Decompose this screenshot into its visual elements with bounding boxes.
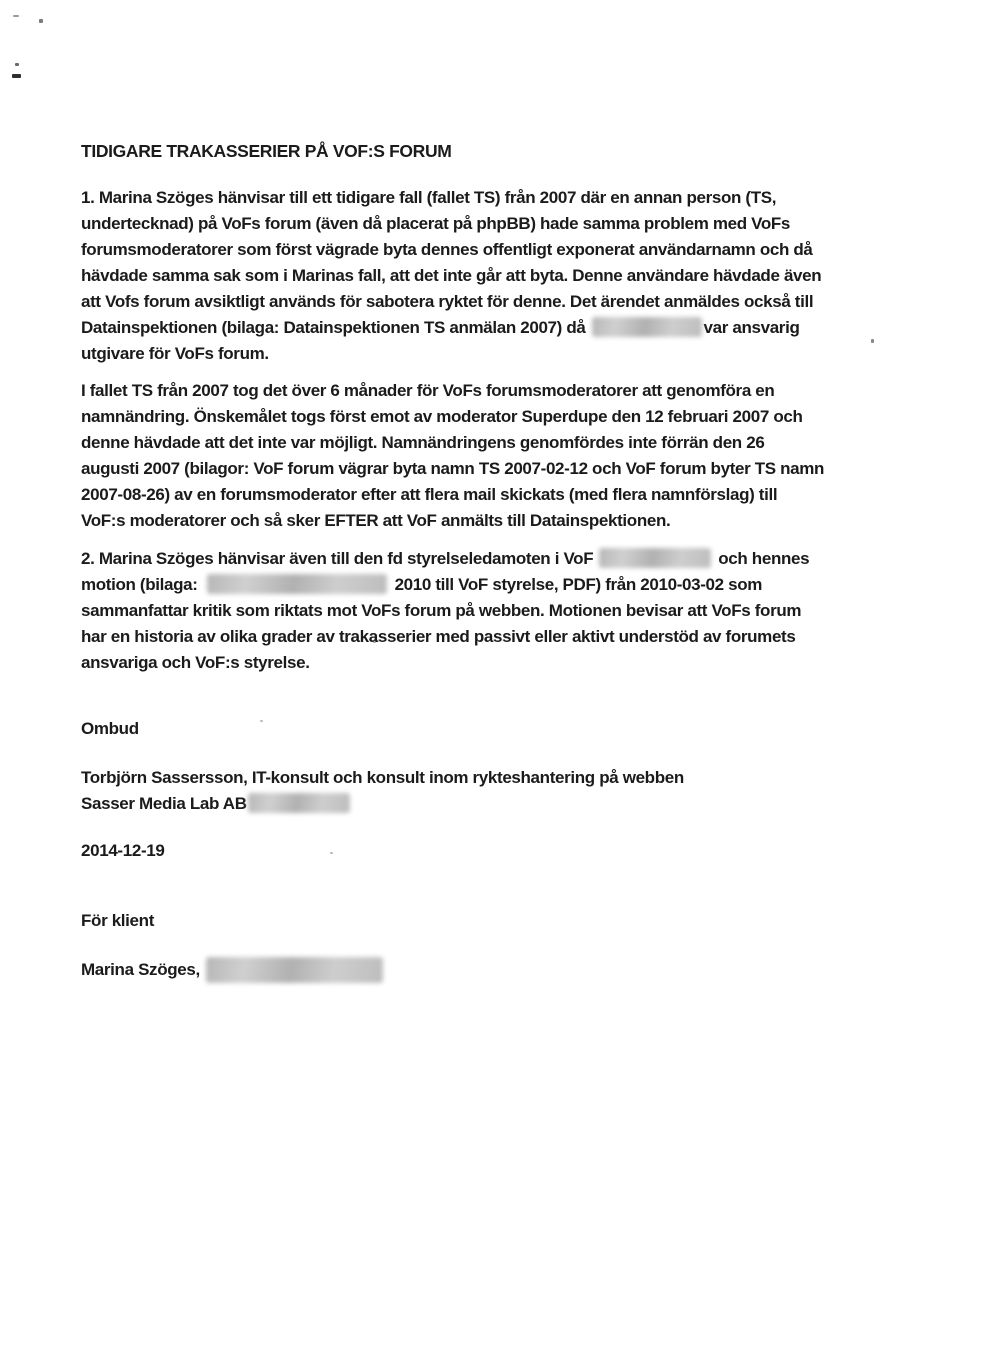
document-content bbox=[81, 138, 881, 983]
text-line: att Vofs forum avsiktligt används för sabotera ryktet för denne. Det ärendet anmäldes också till bbox=[81, 292, 814, 311]
text-segment: 2010 till VoF styrelse, PDF) från 2010-03-02 som bbox=[394, 575, 763, 594]
scan-artifact bbox=[12, 74, 21, 78]
text-line bbox=[81, 315, 881, 341]
text-segment: Marina Szöges, bbox=[81, 960, 200, 979]
redaction-box-publisher-name bbox=[592, 317, 702, 337]
text-line bbox=[81, 546, 881, 572]
text-segment: 2. Marina Szöges hänvisar även till den fd styrelseledamoten i VoF bbox=[81, 549, 594, 568]
scan-artifact bbox=[15, 63, 19, 66]
text-line bbox=[81, 572, 881, 598]
text-line: sammanfattar kritik som riktats mot VoFs forum på webben. Motionen bevisar att VoFs forum bbox=[81, 601, 802, 620]
ombud-block bbox=[81, 765, 881, 817]
text-segment: Sasser Media Lab AB bbox=[81, 794, 247, 813]
text-line: ansvariga och VoF:s styrelse. bbox=[81, 653, 310, 672]
text-line: VoF:s moderatorer och så sker EFTER att VoF anmälts till Datainspektionen. bbox=[81, 511, 671, 530]
text-line: Torbjörn Sassersson, IT-konsult och konsult inom rykteshantering på webben bbox=[81, 768, 684, 787]
text-line: hävdade samma sak som i Marinas fall, att det inte går att byta. Denne användare hävdade även bbox=[81, 266, 822, 285]
document-date: 2014-12-19 bbox=[81, 841, 165, 860]
text-line: undertecknad) på VoFs forum (även då placerat på phpBB) hade samma problem med VoFs bbox=[81, 214, 791, 233]
text-line: 1. Marina Szöges hänvisar till ett tidigare fall (fallet TS) från 2007 där en annan person (TS, bbox=[81, 188, 777, 207]
text-line: 2007-08-26) av en forumsmoderator efter att flera mail skickats (med flera namnförslag) till bbox=[81, 485, 778, 504]
document-title: TIDIGARE TRAKASSERIER PÅ VOF:S FORUM bbox=[81, 141, 452, 161]
text-line: denne hävdade att det inte var möjligt. Namnändringens genomfördes inte förrän den 26 bbox=[81, 433, 765, 452]
text-line: har en historia av olika grader av trakasserier med passivt eller aktivt understöd av forumets bbox=[81, 627, 796, 646]
redaction-box-board-member-name bbox=[599, 548, 711, 568]
redaction-box-company-details bbox=[248, 793, 350, 813]
text-segment: och hennes bbox=[718, 549, 810, 568]
text-line: I fallet TS från 2007 tog det över 6 månader för VoFs forumsmoderatorer att genomföra en bbox=[81, 381, 775, 400]
scan-artifact bbox=[39, 19, 43, 23]
paragraph-3 bbox=[81, 546, 881, 676]
text-segment: var ansvarig bbox=[703, 318, 800, 337]
scan-artifact bbox=[13, 15, 19, 17]
ombud-heading: Ombud bbox=[81, 719, 139, 738]
text-line: namnändring. Önskemålet togs först emot av moderator Superdupe den 12 februari 2007 och bbox=[81, 407, 803, 426]
for-client-heading: För klient bbox=[81, 911, 155, 930]
text-line: utgivare för VoFs forum. bbox=[81, 344, 269, 363]
text-line: forumsmoderatorer som först vägrade byta dennes offentligt exponerat användarnamn och då bbox=[81, 240, 813, 259]
text-segment: Datainspektionen (bilaga: Datainspektionen TS anmälan 2007) då bbox=[81, 318, 586, 337]
client-line bbox=[81, 957, 881, 983]
text-line: augusti 2007 (bilagor: VoF forum vägrar byta namn TS 2007-02-12 och VoF forum byter TS namn bbox=[81, 459, 825, 478]
paragraph-1 bbox=[81, 185, 881, 367]
paragraph-2 bbox=[81, 378, 881, 534]
redaction-box-client-address bbox=[206, 957, 383, 983]
text-line bbox=[81, 791, 881, 817]
text-segment: motion (bilaga: bbox=[81, 575, 198, 594]
redaction-box-attachment-name bbox=[207, 574, 387, 594]
